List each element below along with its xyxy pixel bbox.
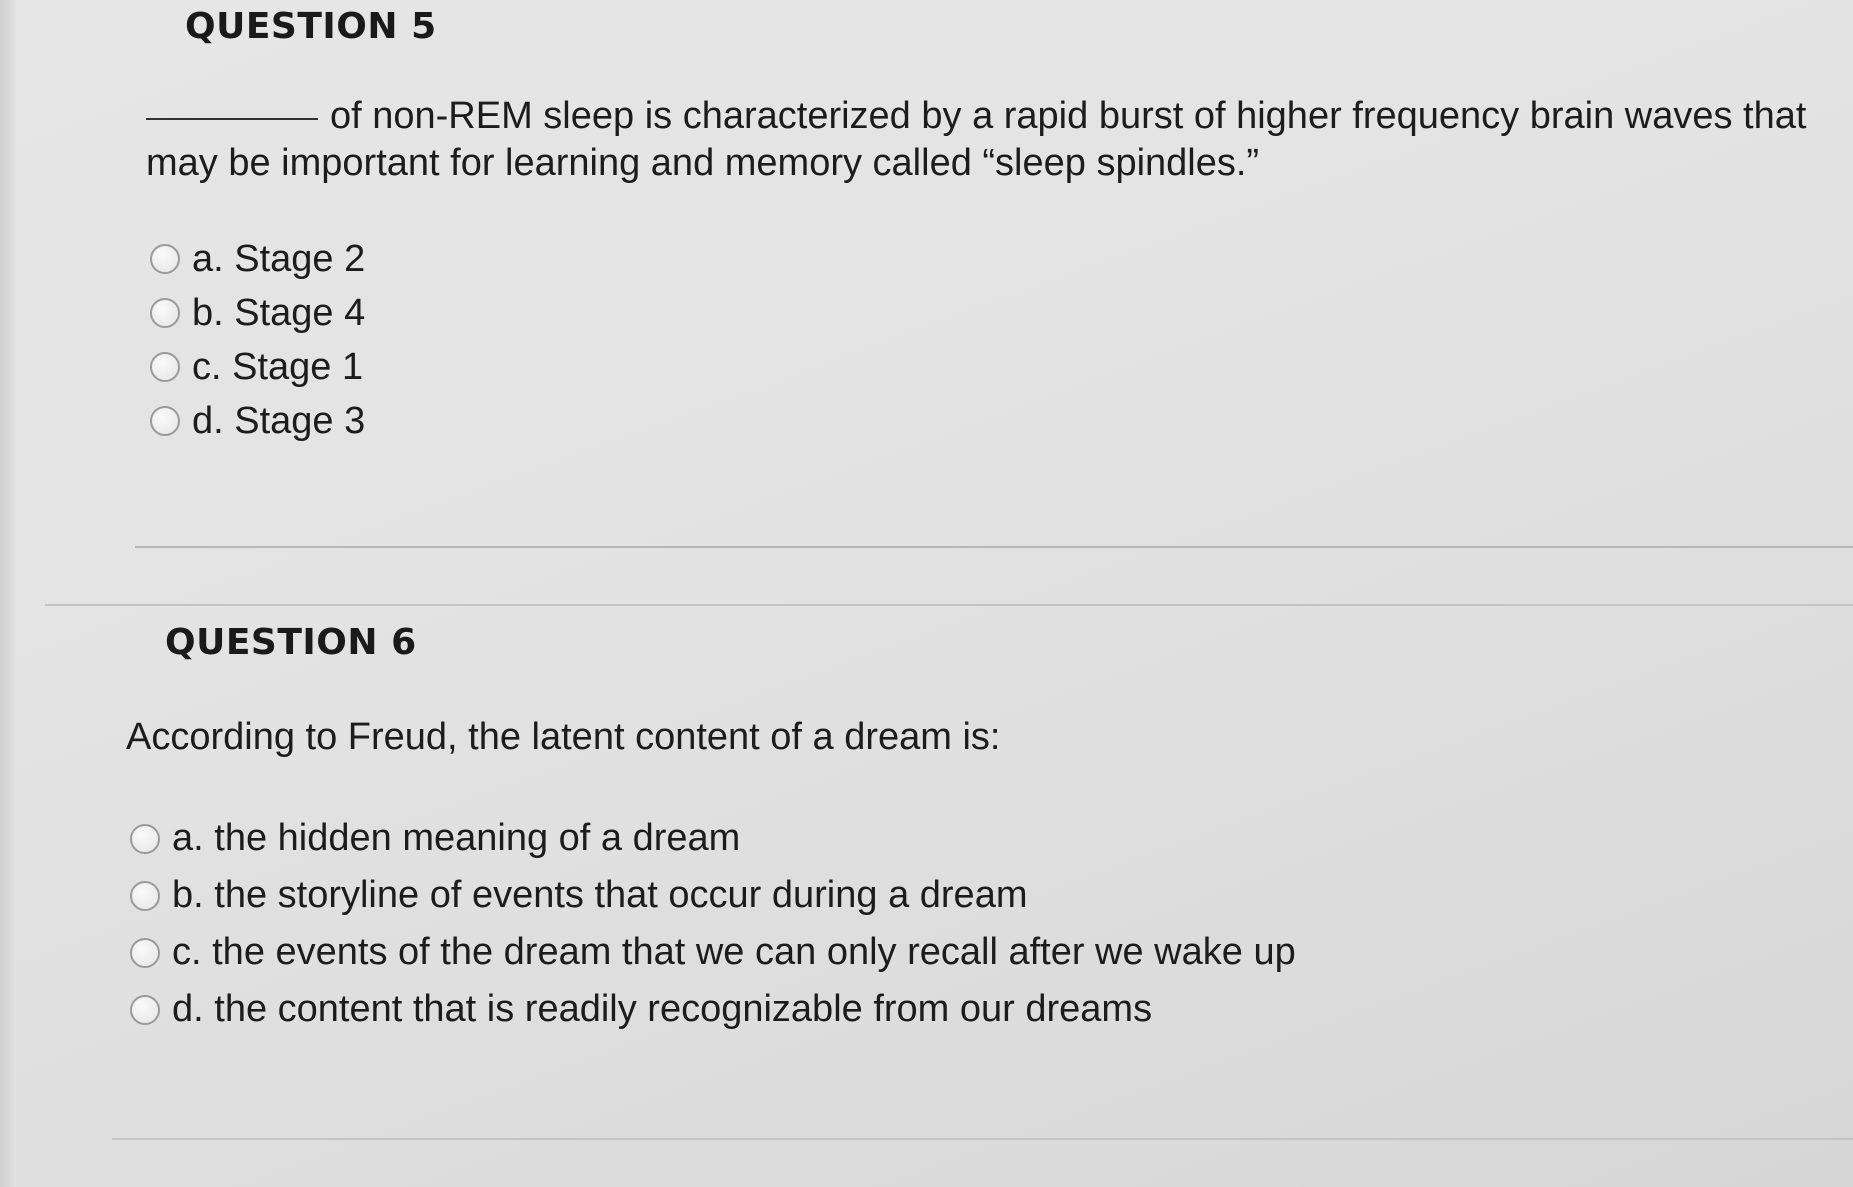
option-text: the events of the dream that we can only recall after we wake up (212, 931, 1296, 973)
radio-button-unselected-icon[interactable] (150, 352, 180, 382)
question-5-text-body: of non-REM sleep is characterized by a rapid burst of higher frequency brain waves that may be important for learning and memory called “sleep spindles.” (146, 95, 1807, 184)
option-text: the hidden meaning of a dream (214, 817, 741, 859)
option-5c[interactable] (150, 340, 365, 394)
radio-button-unselected-icon[interactable] (150, 244, 180, 274)
option-letter: d. (172, 988, 204, 1030)
radio-button-unselected-icon[interactable] (130, 881, 160, 911)
option-text: the content that is readily recognizable from our dreams (214, 988, 1153, 1030)
option-letter: b. (192, 291, 224, 334)
option-5d[interactable] (150, 394, 365, 448)
option-6d[interactable] (130, 981, 1296, 1038)
section-divider (45, 604, 1853, 606)
radio-button-unselected-icon[interactable] (130, 938, 160, 968)
radio-button-unselected-icon[interactable] (130, 824, 160, 854)
question-5-options (150, 232, 365, 448)
page-left-edge (0, 0, 16, 1187)
option-letter: a. (192, 237, 224, 280)
option-text: Stage 3 (234, 399, 366, 442)
option-5a[interactable] (150, 232, 365, 286)
option-6a[interactable] (130, 810, 1296, 867)
question-6-text: According to Freud, the latent content of a dream is: (126, 716, 1001, 758)
option-text: the storyline of events that occur during a dream (214, 874, 1028, 916)
question-divider (135, 546, 1853, 548)
option-letter: c. (192, 345, 222, 388)
fill-in-blank (146, 118, 318, 120)
option-letter: c. (172, 931, 202, 973)
question-6-options (130, 810, 1296, 1038)
bottom-divider (112, 1138, 1853, 1140)
option-5b[interactable] (150, 286, 365, 340)
option-letter: a. (172, 817, 204, 859)
option-text: Stage 2 (234, 237, 366, 280)
option-6c[interactable] (130, 924, 1296, 981)
question-5-heading: QUESTION 5 (185, 6, 437, 47)
option-letter: b. (172, 874, 204, 916)
option-text: Stage 1 (232, 345, 364, 388)
option-letter: d. (192, 399, 224, 442)
option-text: Stage 4 (234, 291, 366, 334)
option-6b[interactable] (130, 867, 1296, 924)
question-5-text (146, 93, 1836, 187)
question-6-heading: QUESTION 6 (165, 622, 417, 663)
radio-button-unselected-icon[interactable] (150, 298, 180, 328)
radio-button-unselected-icon[interactable] (150, 406, 180, 436)
radio-button-unselected-icon[interactable] (130, 995, 160, 1025)
